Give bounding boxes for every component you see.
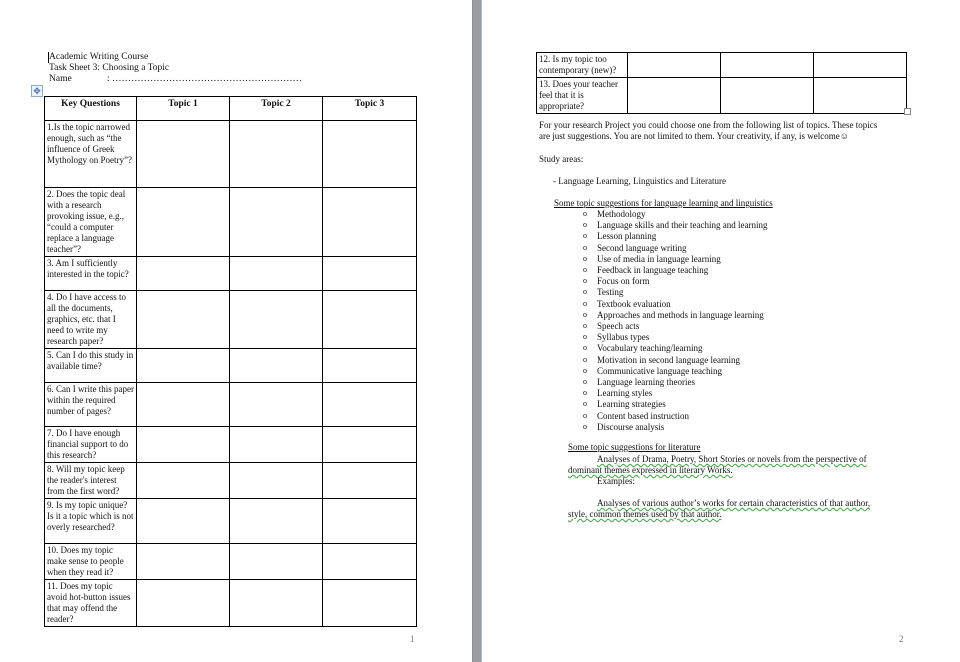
list-item: o Speech acts [583,321,767,332]
table-row [537,53,907,78]
key-questions-table [44,96,417,627]
list-item: o Vocabulary teaching/learning [583,343,767,354]
topic-cell[interactable] [137,121,230,188]
linguistics-topic-list [583,209,767,433]
key-questions-table-continued [536,52,907,114]
topic-cell[interactable] [230,383,323,427]
topic-cell[interactable] [323,580,417,627]
topic-cell[interactable] [230,580,323,627]
topic-cell[interactable] [323,544,417,580]
question-cell: 5. Can I do this study in available time? [45,349,137,383]
table-row [537,78,907,114]
topic-cell[interactable] [230,121,323,188]
document-page-1[interactable] [0,0,472,662]
list-item: o Syllabus types [583,332,767,343]
list-item: o Approaches and methods in language learning [583,310,767,321]
name-field[interactable]: : …………………………………………………… [107,74,303,84]
list-item: o Feedback in language teaching [583,265,767,276]
topic-cell[interactable] [137,383,230,427]
header-topic-3: Topic 3 [323,97,417,121]
page-number: 1 [410,634,415,644]
list-item: o Communicative language teaching [583,366,767,377]
table-row [45,188,417,257]
topic-cell[interactable] [323,188,417,257]
list-item: o Use of media in language learning [583,254,767,265]
list-item: o Methodology [583,209,767,220]
list-item: o Second language writing [583,243,767,254]
topic-cell[interactable] [721,53,814,78]
list-item: o Language learning theories [583,377,767,388]
table-row [45,544,417,580]
topic-cell[interactable] [230,427,323,463]
question-cell: 7. Do I have enough financial support to do this research? [45,427,137,463]
table-row [45,121,417,188]
list-item: o Focus on form [583,276,767,287]
topic-cell[interactable] [230,291,323,349]
linguistics-heading: Some topic suggestions for language learning and linguistics [554,198,773,208]
question-cell: 13. Does your teacher feel that it is appropriate? [537,78,628,114]
topic-cell[interactable] [230,349,323,383]
list-item: o Learning styles [583,388,767,399]
literature-paragraph-1-line-1: Analyses of Drama, Poetry, Short Stories or novels from the perspective of [597,454,867,464]
topic-cell[interactable] [814,53,907,78]
topic-cell[interactable] [230,188,323,257]
topic-cell[interactable] [721,78,814,114]
topic-cell[interactable] [323,349,417,383]
topic-cell[interactable] [323,121,417,188]
question-cell: 9. Is my topic unique? Is it a topic which is not overly researched? [45,499,137,544]
literature-paragraph-2-line-1: Analyses of various author’s works for certain characteristics of that author, [597,498,871,508]
table-row [45,580,417,627]
intro-text-line-1: For your research Project you could choose one from the following list of topics. These topics [539,120,878,130]
table-row [45,383,417,427]
topic-cell[interactable] [628,53,721,78]
table-resize-handle[interactable] [904,108,911,115]
question-cell: 10. Does my topic make sense to people when they read it? [45,544,137,580]
topic-cell[interactable] [137,257,230,291]
topic-cell[interactable] [230,257,323,291]
header-topic-2: Topic 2 [230,97,323,121]
course-title: Academic Writing Course [49,52,149,62]
topic-cell[interactable] [137,427,230,463]
list-item: o Language skills and their teaching and learning [583,220,767,231]
list-item: o Textbook evaluation [583,299,767,310]
header-topic-1: Topic 1 [137,97,230,121]
list-item: o Motivation in second language learning [583,355,767,366]
table-row [45,499,417,544]
table-row [45,291,417,349]
topic-cell[interactable] [137,580,230,627]
literature-heading: Some topic suggestions for literature [568,442,701,452]
move-icon[interactable]: ✥ [31,85,43,97]
topic-cell[interactable] [137,544,230,580]
task-title: Task Sheet 3: Choosing a Topic [49,63,170,73]
page-separator [472,0,482,662]
table-row [45,349,417,383]
question-cell: 1.Is the topic narrowed enough, such as “the influence of Greek Mythology on Poetry”? [45,121,137,188]
topic-cell[interactable] [323,291,417,349]
study-areas-label: Study areas: [539,154,584,164]
topic-cell[interactable] [137,349,230,383]
table-row [45,257,417,291]
topic-cell[interactable] [137,463,230,499]
question-cell: 4. Do I have access to all the documents, graphics, etc. that I need to write my research paper? [45,291,137,349]
literature-paragraph-1-line-2: dominant themes expressed in literary Works. [568,465,733,475]
header-key-questions: Key Questions [45,97,137,121]
topic-cell[interactable] [323,383,417,427]
list-item: o Content based instruction [583,411,767,422]
question-cell: 8. Will my topic keep the reader's interest from the first word? [45,463,137,499]
page-number: 2 [899,634,904,644]
topic-cell[interactable] [230,544,323,580]
topic-cell[interactable] [230,499,323,544]
topic-cell[interactable] [323,257,417,291]
list-item: o Lesson planning [583,231,767,242]
study-area-item: - Language Learning, Linguistics and Literature [553,176,726,186]
topic-cell[interactable] [137,188,230,257]
topic-cell[interactable] [323,427,417,463]
topic-cell[interactable] [137,499,230,544]
question-cell: 12. Is my topic too contemporary (new)? [537,53,628,78]
list-item: o Testing [583,287,767,298]
question-cell: 3. Am I sufficiently interested in the topic? [45,257,137,291]
question-cell: 2. Does the topic deal with a research provoking issue, e.g., “could a computer replace a language teacher”? [45,188,137,257]
question-cell: 6. Can I write this paper within the required number of pages? [45,383,137,427]
list-item: o Learning strategies [583,399,767,410]
question-cell: 11. Does my topic avoid hot-button issues that may offend the reader? [45,580,137,627]
topic-cell[interactable] [323,463,417,499]
examples-label: Examples: [597,476,635,486]
table-row [45,463,417,499]
list-item: o Discourse analysis [583,422,767,433]
topic-cell[interactable] [814,78,907,114]
table-row [45,427,417,463]
topic-cell[interactable] [628,78,721,114]
topic-cell[interactable] [230,463,323,499]
name-label: Name [49,74,72,84]
intro-text-line-2: are just suggestions. You are not limited to them. Your creativity, if any, is welcome☺ [539,131,849,141]
topic-cell[interactable] [137,291,230,349]
literature-paragraph-2-line-2: style, common themes used by that author. [568,509,722,519]
topic-cell[interactable] [323,499,417,544]
